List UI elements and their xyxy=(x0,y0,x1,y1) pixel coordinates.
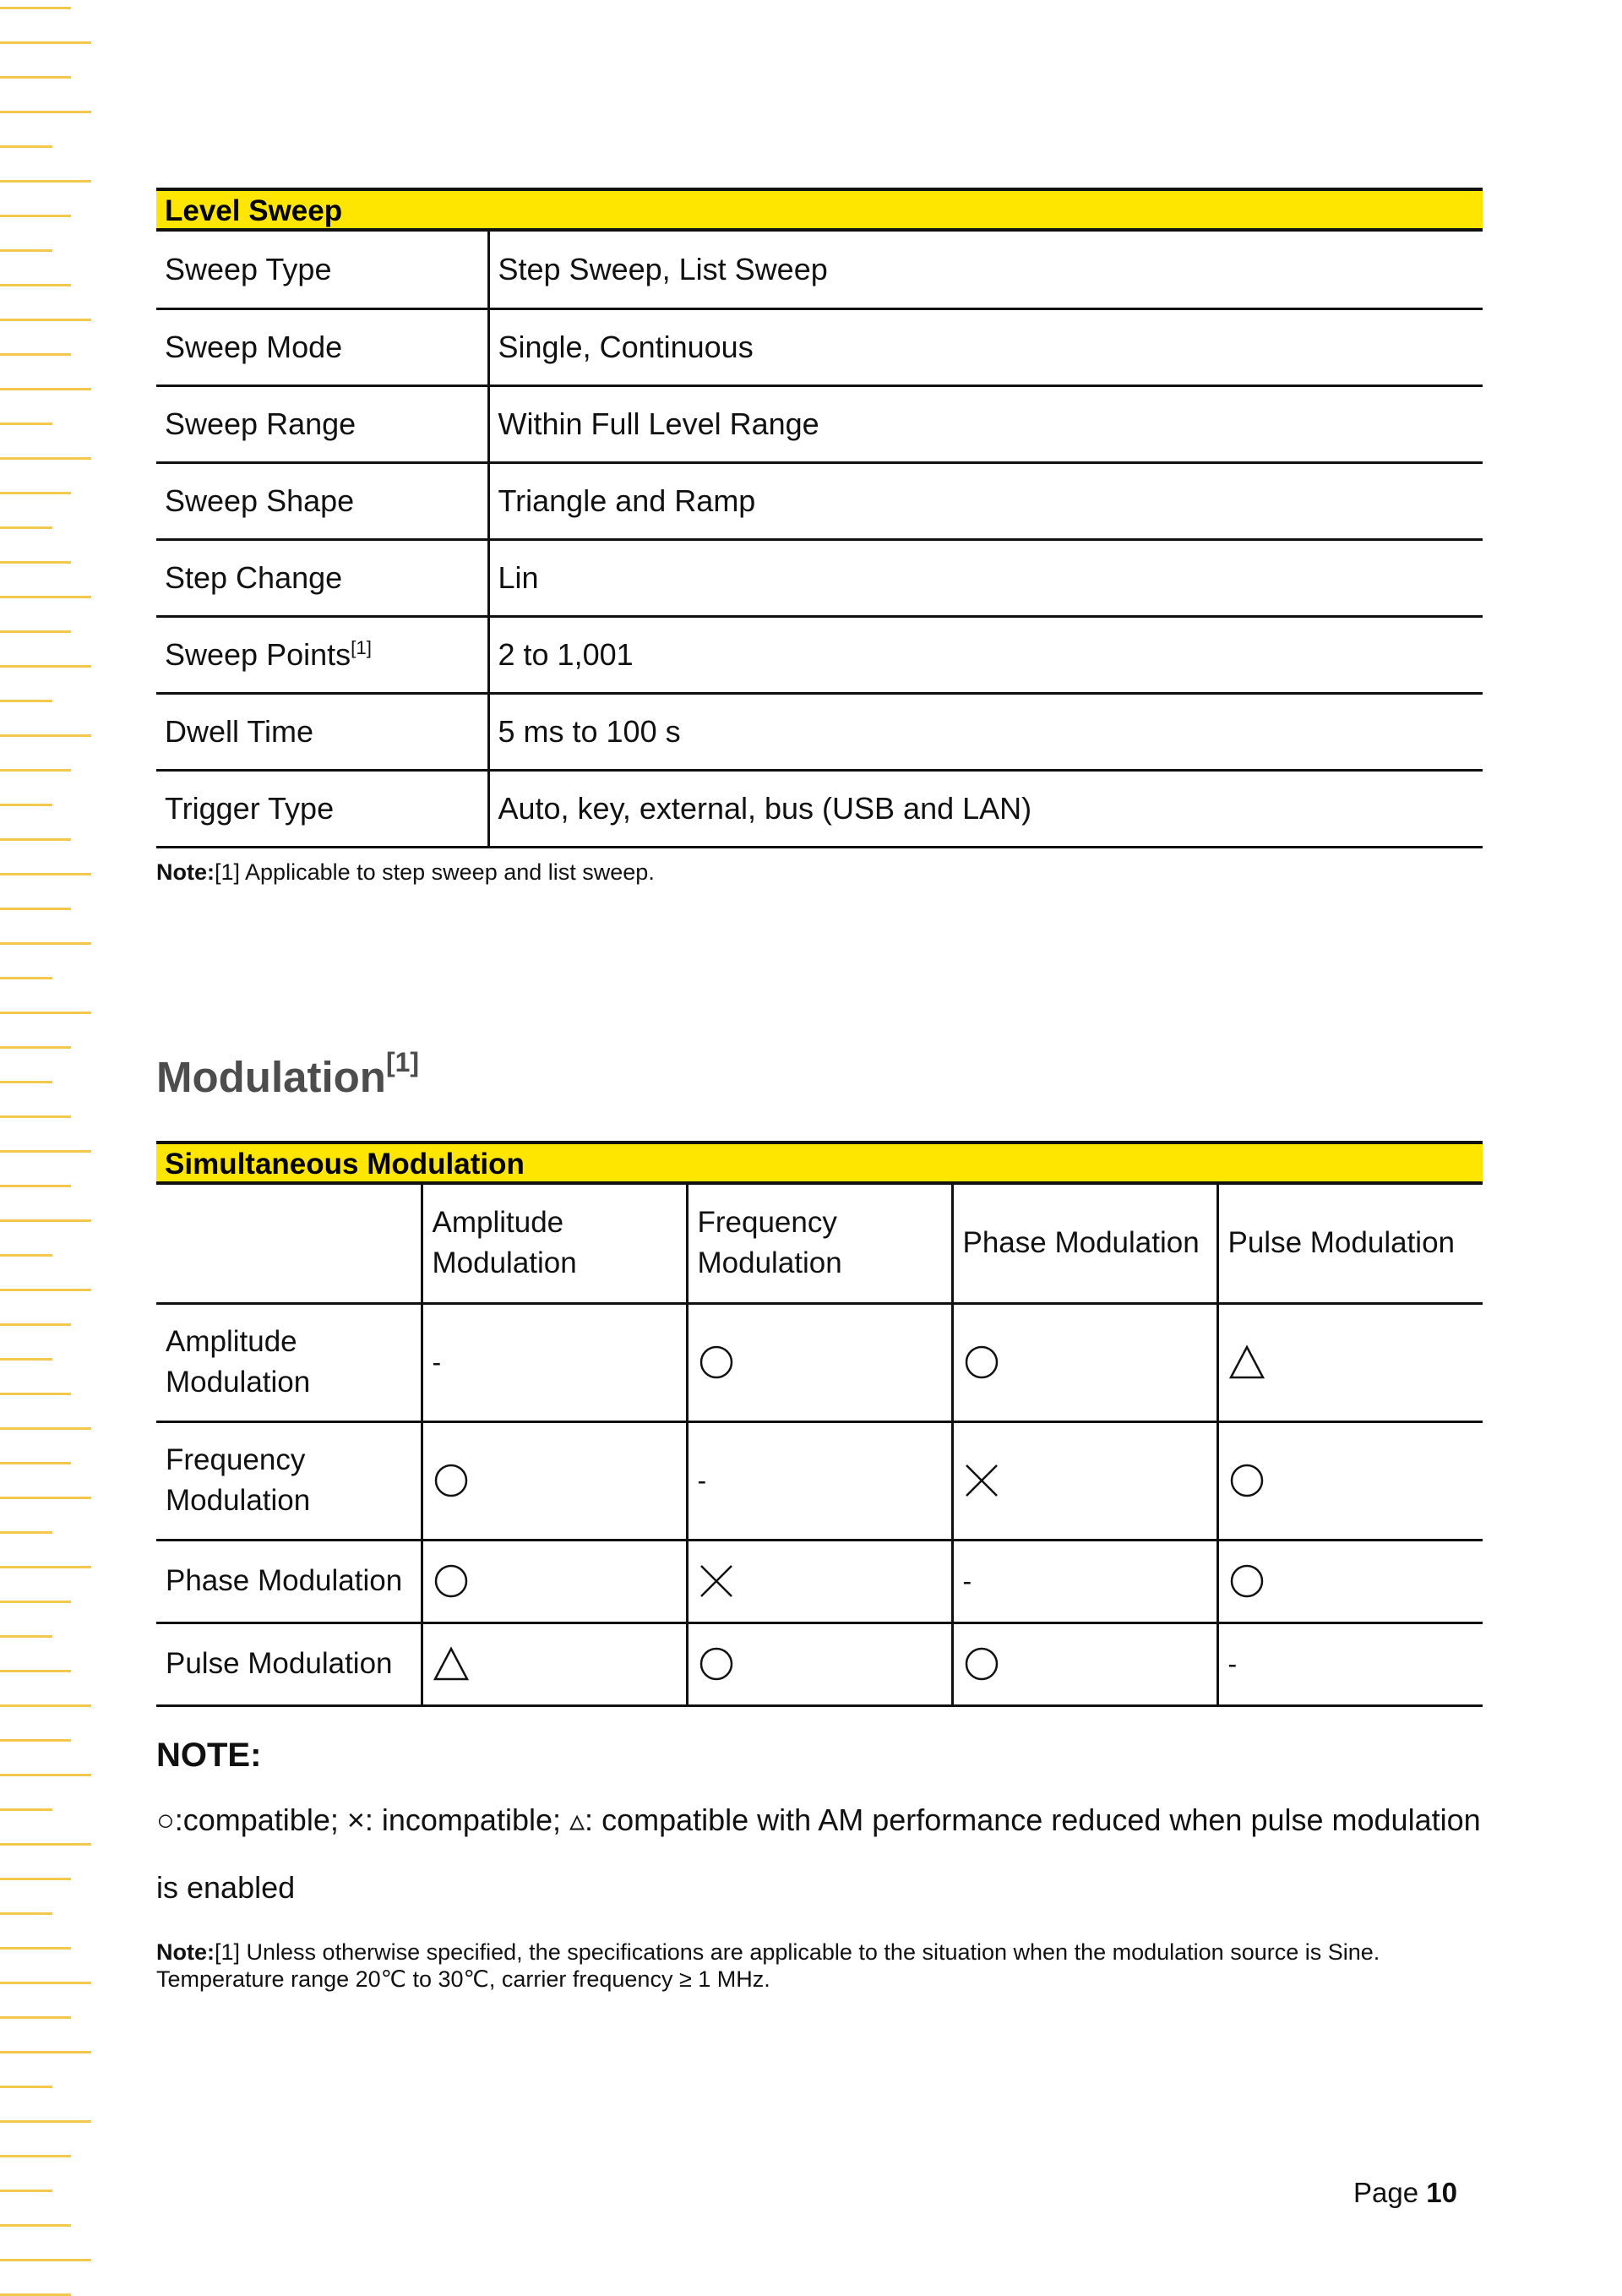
notes-title: NOTE: xyxy=(156,1737,262,1774)
margin-line xyxy=(0,1219,91,1222)
margin-line xyxy=(0,1531,52,1534)
spec-label xyxy=(156,308,488,385)
triangle-icon xyxy=(433,1645,470,1682)
row-header: Pulse Modulation xyxy=(156,1622,422,1705)
margin-decoration xyxy=(0,0,101,2294)
notes-section xyxy=(156,1737,1491,1993)
margin-line xyxy=(0,1670,71,1672)
spec-label xyxy=(156,693,488,770)
margin-line xyxy=(0,2259,91,2261)
margin-line xyxy=(0,1566,91,1568)
table-row xyxy=(156,1303,1483,1421)
table-cell xyxy=(1217,1421,1483,1540)
column-header xyxy=(156,1185,422,1303)
table-row xyxy=(156,232,1483,308)
spec-label-text: Dwell Time xyxy=(165,713,314,749)
margin-line xyxy=(0,630,71,633)
margin-line xyxy=(0,942,91,945)
margin-line xyxy=(0,838,71,841)
spec-label xyxy=(156,385,488,462)
row-header: Frequency Modulation xyxy=(156,1421,422,1540)
margin-line xyxy=(0,1323,71,1326)
margin-line xyxy=(0,700,52,702)
margin-line xyxy=(0,1843,91,1846)
table-cell xyxy=(687,1303,952,1421)
margin-line xyxy=(0,1185,71,1187)
table-row xyxy=(156,308,1483,385)
spec-label-sup: [1] xyxy=(351,636,372,658)
table-cell xyxy=(1217,1540,1483,1622)
margin-line xyxy=(0,1150,91,1153)
spec-value: Lin xyxy=(488,539,1483,616)
margin-line xyxy=(0,1462,71,1464)
circle-icon xyxy=(433,1562,470,1600)
circle-icon xyxy=(1228,1562,1265,1600)
margin-line xyxy=(0,561,71,564)
row-header: Amplitude Modulation xyxy=(156,1303,422,1421)
margin-line xyxy=(0,1393,71,1395)
spec-label-text: Trigger Type xyxy=(165,790,335,826)
circle-icon xyxy=(1228,1462,1265,1499)
spec-value: Triangle and Ramp xyxy=(488,462,1483,539)
footnote xyxy=(156,1939,1491,1993)
margin-line xyxy=(0,1115,71,1118)
spec-value: 5 ms to 100 s xyxy=(488,693,1483,770)
table-cell xyxy=(1217,1622,1483,1705)
table-row xyxy=(156,1421,1483,1540)
margin-line xyxy=(0,1289,91,1291)
margin-line xyxy=(0,319,91,321)
margin-line xyxy=(0,180,91,183)
spec-label-text: Sweep Points xyxy=(165,636,351,672)
table-cell xyxy=(952,1540,1217,1622)
circle-icon xyxy=(698,1645,735,1682)
spec-label-text: Sweep Type xyxy=(165,251,332,286)
margin-line xyxy=(0,1878,71,1880)
margin-line xyxy=(0,908,71,910)
level-sweep-title: Level Sweep xyxy=(156,188,1483,232)
simultaneous-modulation-table xyxy=(156,1185,1483,1707)
symbol-legend: ○:compatible; ×: incompatible; ▵: compatible with AM performance reduced when pulse modulation is enabled xyxy=(156,1802,1481,1905)
column-header: Amplitude Modulation xyxy=(422,1185,687,1303)
spec-value: Single, Continuous xyxy=(488,308,1483,385)
spec-label-text: Step Change xyxy=(165,559,343,595)
margin-line xyxy=(0,526,52,529)
table-cell xyxy=(422,1421,687,1540)
margin-line xyxy=(0,1982,91,1984)
margin-line xyxy=(0,2190,52,2192)
footnote-label: Note: xyxy=(156,1939,215,1965)
table-cell xyxy=(687,1622,952,1705)
table-cell xyxy=(687,1421,952,1540)
circle-icon xyxy=(698,1344,735,1381)
margin-line xyxy=(0,2051,91,2053)
modulation-heading-sup: [1] xyxy=(385,1047,420,1077)
table-cell xyxy=(952,1622,1217,1705)
level-sweep-table xyxy=(156,232,1483,848)
spec-label xyxy=(156,616,488,693)
spec-value: Within Full Level Range xyxy=(488,385,1483,462)
table-row xyxy=(156,385,1483,462)
spec-label xyxy=(156,770,488,847)
margin-line xyxy=(0,1427,91,1430)
table-row xyxy=(156,1622,1483,1705)
margin-line xyxy=(0,2016,71,2019)
margin-line xyxy=(0,76,71,79)
margin-line xyxy=(0,249,52,252)
margin-line xyxy=(0,2120,91,2123)
cross-icon xyxy=(698,1562,735,1600)
column-header: Phase Modulation xyxy=(952,1185,1217,1303)
margin-line xyxy=(0,1808,52,1811)
circle-icon xyxy=(963,1645,1000,1682)
margin-line xyxy=(0,41,91,44)
simultaneous-modulation-section xyxy=(156,1141,1483,1707)
spec-value: Step Sweep, List Sweep xyxy=(488,232,1483,308)
page-label: Page xyxy=(1353,2177,1427,2208)
note-text: [1] Applicable to step sweep and list sweep. xyxy=(215,859,655,885)
margin-line xyxy=(0,1046,71,1049)
table-row xyxy=(156,693,1483,770)
margin-line xyxy=(0,2086,52,2088)
margin-line xyxy=(0,804,52,806)
circle-icon xyxy=(433,1462,470,1499)
margin-line xyxy=(0,423,52,425)
margin-line xyxy=(0,734,91,737)
margin-line xyxy=(0,1358,52,1361)
margin-line xyxy=(0,1739,71,1742)
table-cell xyxy=(1217,1303,1483,1421)
margin-line xyxy=(0,1774,91,1776)
margin-line xyxy=(0,353,71,356)
margin-line xyxy=(0,1912,52,1915)
margin-line xyxy=(0,111,91,113)
margin-line xyxy=(0,284,71,286)
margin-line xyxy=(0,596,91,598)
modulation-heading-text: Modulation xyxy=(156,1053,386,1101)
circle-icon xyxy=(963,1344,1000,1381)
modulation-heading xyxy=(156,1047,420,1102)
spec-value: Auto, key, external, bus (USB and LAN) xyxy=(488,770,1483,847)
margin-line xyxy=(0,215,71,217)
triangle-icon xyxy=(1228,1344,1265,1381)
simultaneous-modulation-title: Simultaneous Modulation xyxy=(156,1141,1483,1185)
table-cell xyxy=(422,1303,687,1421)
table-cell xyxy=(952,1421,1217,1540)
margin-line xyxy=(0,1704,91,1707)
table-header-row xyxy=(156,1185,1483,1303)
table-row xyxy=(156,539,1483,616)
dash-mark: - xyxy=(962,1566,972,1596)
table-row xyxy=(156,1540,1483,1622)
spec-label xyxy=(156,232,488,308)
margin-line xyxy=(0,145,52,148)
spec-label xyxy=(156,539,488,616)
margin-line xyxy=(0,873,91,875)
margin-line xyxy=(0,1601,71,1603)
level-sweep-section xyxy=(156,188,1483,886)
page-number xyxy=(1353,2177,1457,2209)
dash-mark: - xyxy=(1227,1649,1238,1679)
row-header: Phase Modulation xyxy=(156,1540,422,1622)
table-cell xyxy=(687,1540,952,1622)
margin-line xyxy=(0,7,71,9)
margin-line xyxy=(0,2155,71,2157)
page-number-value: 10 xyxy=(1426,2177,1457,2208)
table-cell xyxy=(422,1540,687,1622)
margin-line xyxy=(0,388,91,390)
dash-mark: - xyxy=(697,1465,707,1496)
margin-line xyxy=(0,1635,52,1638)
margin-line xyxy=(0,769,71,772)
column-header: Frequency Modulation xyxy=(687,1185,952,1303)
note-label: Note: xyxy=(156,859,215,885)
cross-icon xyxy=(963,1462,1000,1499)
footnote-text: [1] Unless otherwise specified, the specifications are applicable to the situation when the modulation source is Sine. Temperature range 20℃ to 30℃, carrier frequency ≥ 1 MHz. xyxy=(156,1939,1380,1992)
margin-line xyxy=(0,2224,71,2227)
table-row xyxy=(156,616,1483,693)
table-cell xyxy=(952,1303,1217,1421)
spec-label-text: Sweep Shape xyxy=(165,483,355,518)
spec-label-text: Sweep Mode xyxy=(165,329,343,364)
margin-line xyxy=(0,665,91,668)
level-sweep-note xyxy=(156,859,1483,886)
margin-line xyxy=(0,492,71,494)
spec-label-text: Sweep Range xyxy=(165,406,357,441)
margin-line xyxy=(0,1254,52,1257)
margin-line xyxy=(0,977,52,979)
column-header: Pulse Modulation xyxy=(1217,1185,1483,1303)
table-row xyxy=(156,462,1483,539)
margin-line xyxy=(0,1012,91,1014)
table-cell xyxy=(422,1622,687,1705)
spec-value: 2 to 1,001 xyxy=(488,616,1483,693)
margin-line xyxy=(0,1947,71,1950)
table-row xyxy=(156,770,1483,847)
margin-line xyxy=(0,457,91,460)
margin-line xyxy=(0,1497,91,1499)
dash-mark: - xyxy=(432,1347,442,1377)
spec-label xyxy=(156,462,488,539)
margin-line xyxy=(0,1081,52,1083)
